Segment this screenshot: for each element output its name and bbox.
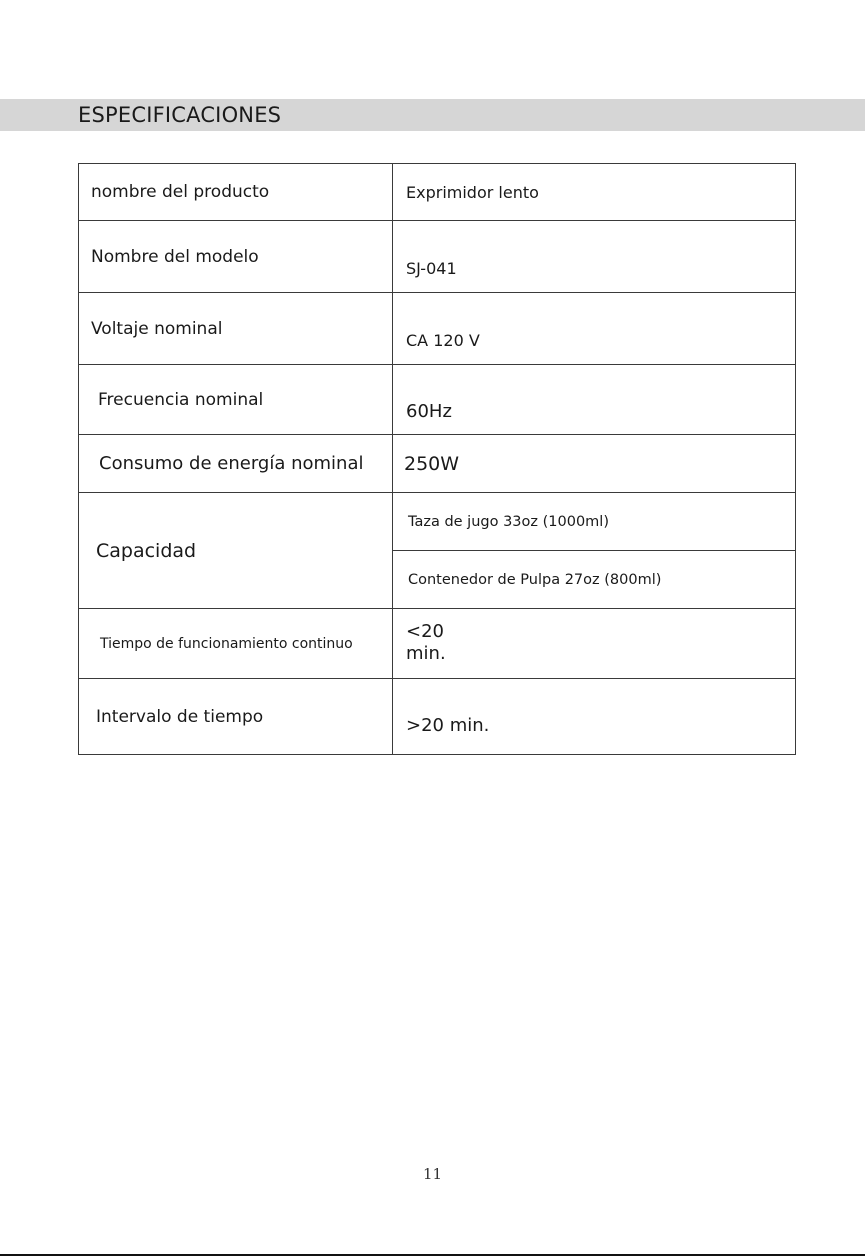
rated-power-label: Consumo de energía nominal [79, 435, 393, 493]
product-name-value: Exprimidor lento [393, 164, 796, 221]
time-interval-value: >20 min. [393, 679, 796, 755]
specifications-table [78, 163, 796, 755]
model-name-value: SJ-041 [393, 221, 796, 293]
rated-frequency-label: Frecuencia nominal [79, 365, 393, 435]
time-interval-label: Intervalo de tiempo [79, 679, 393, 755]
continuous-run-time-value: <20 min. [406, 621, 446, 664]
continuous-run-time-label: Tiempo de funcionamiento continuo [79, 609, 393, 679]
rated-power-value: 250W [393, 435, 796, 493]
capacity-juice-cup-value: Taza de jugo 33oz (1000ml) [393, 493, 796, 551]
table-row-continuous-run-time [79, 609, 796, 679]
product-name-label: nombre del producto [79, 164, 393, 221]
page-number: 11 [422, 1165, 443, 1183]
capacity-label: Capacidad [79, 493, 393, 609]
table-row-rated-frequency [79, 365, 796, 435]
table-row-model-name [79, 221, 796, 293]
section-title: ESPECIFICACIONES [78, 103, 282, 127]
table-row-time-interval [79, 679, 796, 755]
table-row-capacity-juice [79, 493, 796, 551]
table-row-rated-voltage [79, 293, 796, 365]
model-name-label: Nombre del modelo [79, 221, 393, 293]
continuous-run-time-cell [393, 609, 796, 679]
rated-frequency-value: 60Hz [393, 365, 796, 435]
rated-voltage-label: Voltaje nominal [79, 293, 393, 365]
bottom-border-line [0, 1254, 865, 1256]
table-row-product-name [79, 164, 796, 221]
rated-voltage-value: CA 120 V [393, 293, 796, 365]
capacity-pulp-container-value: Contenedor de Pulpa 27oz (800ml) [393, 551, 796, 609]
table-row-rated-power [79, 435, 796, 493]
